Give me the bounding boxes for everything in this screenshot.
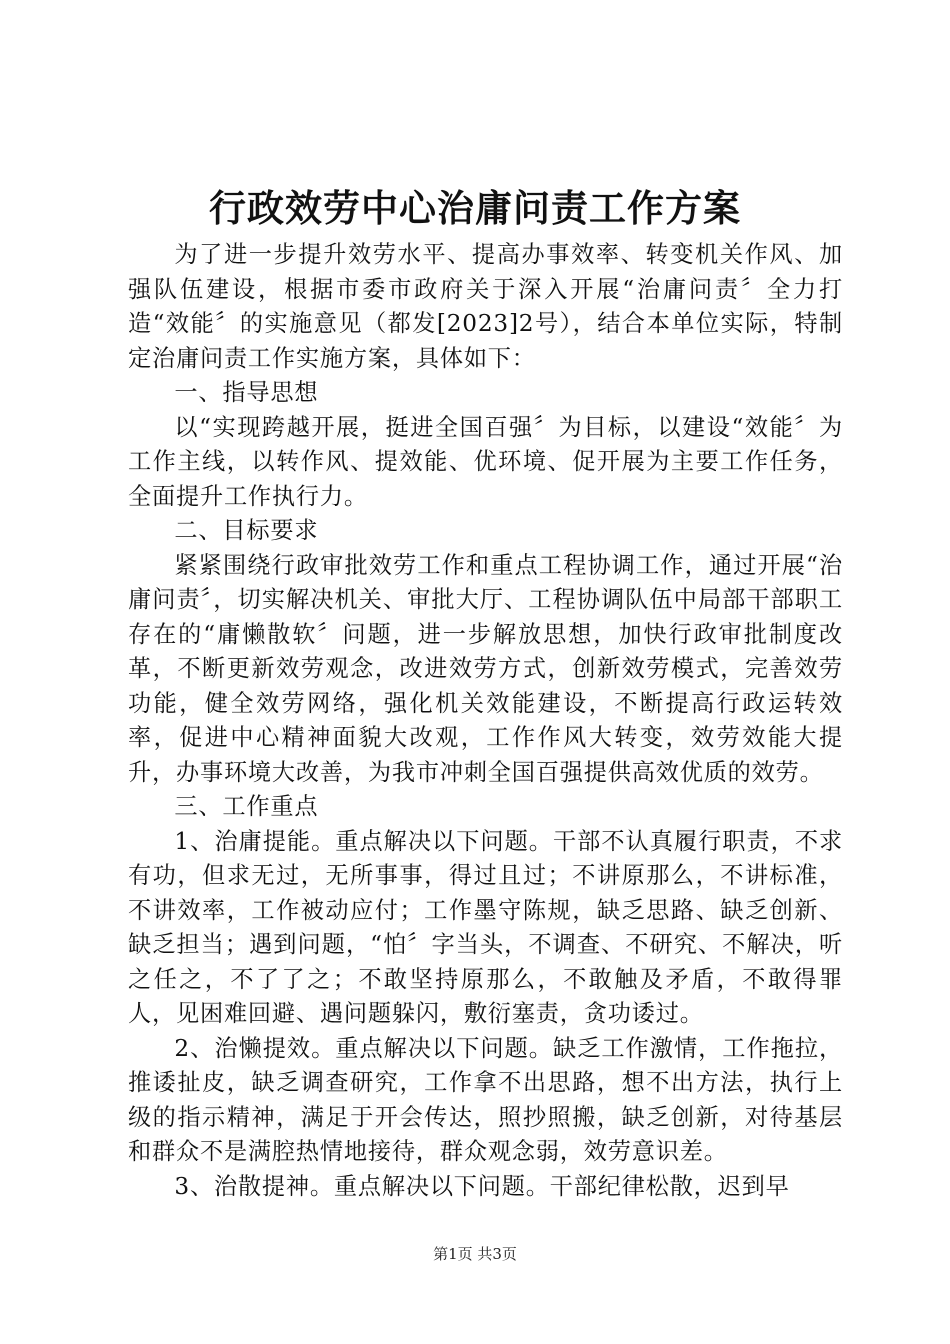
intro-paragraph: 为了进一步提升效劳水平、提高办事效率、转变机关作风、加强队伍建设，根据市委市政府关于深入开展“治庸问责〞全力打造“效能〞的实施意见（都发[2023]2号），结合本单位实际，特制定治庸问责工作实施方案，具体如下： — [128, 241, 843, 372]
section-heading-goals: 二、目标要求 — [174, 517, 319, 544]
document-body — [128, 238, 843, 1204]
section-paragraph-guiding-thought: 以“实现跨越开展，挺进全国百强〞为目标，以建设“效能〞为工作主线，以转作风、提效能、优环境、促开展为主要工作任务，全面提升工作执行力。 — [128, 413, 843, 510]
work-focus-item-1: 1、治庸提能。重点解决以下问题。干部不认真履行职责，不求有功，但求无过，无所事事，得过且过；不讲原那么，不讲标准，不讲效率，工作被动应付；工作墨守陈规，缺乏思路、缺乏创新、缺乏担当；遇到问题，“怕〞字当头，不调查、不研究、不解决，听之任之，不了了之；不敢坚持原那么，不敢触及矛盾，不敢得罪人，见困难回避、遇问题躲闪，敷衍塞责，贪功诿过。 — [128, 827, 843, 1027]
section-heading-guiding-thought: 一、指导思想 — [174, 379, 319, 406]
work-focus-item-3: 3、治散提神。重点解决以下问题。干部纪律松散，迟到早 — [174, 1172, 790, 1200]
document-title: 行政效劳中心治庸问责工作方案 — [209, 186, 741, 230]
section-heading-work-focus: 三、工作重点 — [174, 793, 319, 820]
section-paragraph-goals: 紧紧围绕行政审批效劳工作和重点工程协调工作，通过开展“治庸问责〞，切实解决机关、审批大厅、工程协调队伍中局部干部职工存在的“庸懒散软〞问题，进一步解放思想，加快行政审批制度改革，不断更新效劳观念，改进效劳方式，创新效劳模式，完善效劳功能，健全效劳网络，强化机关效能建设，不断提高行政运转效率，促进中心精神面貌大改观，工作作风大转变，效劳效能大提升，办事环境大改善，为我市冲刺全国百强提供高效优质的效劳。 — [128, 551, 843, 786]
work-focus-item-2: 2、治懒提效。重点解决以下问题。缺乏工作激情，工作拖拉，推诿扯皮，缺乏调查研究，工作拿不出思路，想不出方法，执行上级的指示精神，满足于开会传达，照抄照搬，缺乏创新，对待基层和群众不是满腔热情地接待，群众观念弱，效劳意识差。 — [128, 1034, 843, 1165]
page-footer: 第1页 共3页 — [433, 1245, 517, 1263]
